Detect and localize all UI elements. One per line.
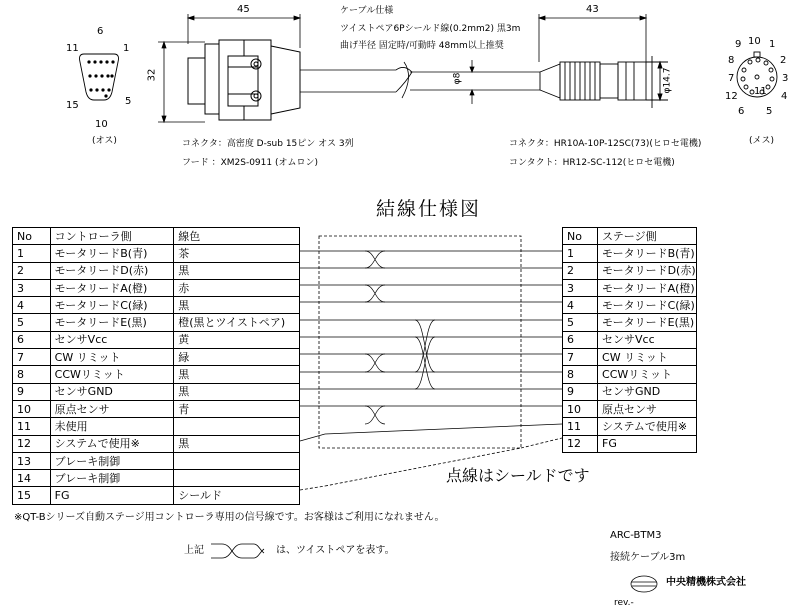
shield-outline: [300, 236, 562, 490]
female-pin-2: 2: [780, 55, 787, 66]
table-header-row: [13, 228, 300, 245]
signal: モータリードD(赤): [598, 262, 697, 279]
signal: モータリードA(橙): [50, 279, 174, 296]
pin-no: 8: [13, 366, 51, 383]
signal: モータリードE(黒): [50, 314, 174, 331]
signal: センサVcc: [598, 331, 697, 348]
pin-no: 9: [563, 383, 598, 400]
left-hood-spec: フード ：XM2S-0911 (オムロン): [182, 158, 318, 168]
dim-phi8-label: φ8: [452, 72, 463, 85]
signal: モータリードB(青): [598, 245, 697, 262]
female-pin-3: 3: [782, 73, 789, 84]
female-pin-6: 6: [738, 106, 745, 117]
signal: モータリードA(橙): [598, 279, 697, 296]
female-pin-11: 11: [754, 86, 767, 97]
signal: FG: [598, 435, 697, 452]
table-row: [563, 331, 697, 348]
pin-no: 8: [563, 366, 598, 383]
signal: 原点センサ: [598, 400, 697, 417]
pin-no: 10: [563, 400, 598, 417]
female-pin-5: 5: [766, 106, 773, 117]
dimension-43: [539, 14, 646, 62]
wire-color: 黒: [174, 262, 300, 279]
pin-no: 3: [563, 279, 598, 296]
signal: 原点センサ: [50, 400, 174, 417]
dsub-connector: [188, 40, 300, 120]
male-pin-11: 11: [66, 43, 79, 54]
male-pin-15: 15: [66, 100, 79, 111]
table-row: [13, 331, 300, 348]
table-row: [563, 262, 697, 279]
pin-no: 9: [13, 383, 51, 400]
pin-no: 7: [13, 349, 51, 366]
table-row: [563, 366, 697, 383]
table-header-row: [563, 228, 697, 245]
pin-no: 6: [563, 331, 598, 348]
pin-no: 5: [13, 314, 51, 331]
signal: モータリードD(赤): [50, 262, 174, 279]
pin-no: 13: [13, 452, 51, 469]
right-connector-spec: コネクタ：HR10A-10P-12SC(73)(ヒロセ電機): [509, 139, 702, 149]
female-pin-7: 7: [728, 73, 735, 84]
stage-side-table: [562, 227, 697, 453]
male-label: (オス): [92, 136, 117, 146]
table-row: [563, 279, 697, 296]
pin-no: 12: [13, 435, 51, 452]
wire-lines: [300, 251, 562, 441]
wire-color: 黒: [174, 366, 300, 383]
table-row: [13, 262, 300, 279]
dim-43-label: 43: [586, 4, 599, 15]
table-row: [13, 245, 300, 262]
pin-no: 10: [13, 400, 51, 417]
table-row: [563, 314, 697, 331]
signal: CW リミット: [598, 349, 697, 366]
signal: CCWリミット: [598, 366, 697, 383]
table-row: [13, 435, 300, 452]
header-wire-color: 線色: [174, 228, 300, 245]
company-logo: [631, 576, 657, 592]
doc-name: 接続ケーブル3m: [610, 552, 686, 563]
company-name: 中央精機株式会社: [666, 577, 746, 588]
table-row: [13, 452, 300, 469]
cable-spec-line1: ツイストペア6Pシールド線(0.2mm2) 黒3m: [340, 24, 521, 34]
table-row: [563, 297, 697, 314]
male-pinout-face: [80, 54, 119, 100]
signal: ブレーキ制御: [50, 452, 174, 469]
wire-color: 黒: [174, 383, 300, 400]
legend-twist-symbol: [211, 544, 264, 558]
dim-32-label: 32: [146, 68, 158, 82]
female-pin-9: 9: [735, 39, 742, 50]
pin-no: 11: [13, 418, 51, 435]
doc-code: ARC-BTM3: [610, 530, 662, 541]
pin-no: 1: [13, 245, 51, 262]
table-row: [13, 349, 300, 366]
signal: センサGND: [50, 383, 174, 400]
cable-spec-line2: 曲げ半径 固定時/可動時 48mm以上推奨: [340, 41, 504, 51]
dimension-32: [158, 42, 205, 122]
female-pin-12: 12: [725, 91, 738, 102]
legend-prefix: 上記: [184, 545, 204, 556]
wiring-title: 結線仕様図: [376, 198, 482, 220]
signal: システムで使用※: [598, 418, 697, 435]
wire-color: 黄: [174, 331, 300, 348]
signal: モータリードC(緑): [50, 297, 174, 314]
male-pin-1: 1: [123, 43, 130, 54]
pin-no: 12: [563, 435, 598, 452]
header-stage: ステージ側: [598, 228, 697, 245]
table-row: [563, 349, 697, 366]
cable-body: [300, 60, 540, 104]
signal: モータリードE(黒): [598, 314, 697, 331]
pin-no: 4: [13, 297, 51, 314]
table-row: [13, 297, 300, 314]
header-no: No: [563, 228, 598, 245]
signal: 未使用: [50, 418, 174, 435]
pin-no: 3: [13, 279, 51, 296]
male-pin-10: 10: [95, 119, 108, 130]
female-pin-8: 8: [728, 55, 735, 66]
signal: ブレーキ制御: [50, 470, 174, 487]
table-row: [13, 383, 300, 400]
signal: モータリードC(緑): [598, 297, 697, 314]
signal: FG: [50, 487, 174, 504]
table-row: [13, 470, 300, 487]
table-row: [563, 418, 697, 435]
pin-no: 7: [563, 349, 598, 366]
wire-color: 緑: [174, 349, 300, 366]
table-row: [563, 435, 697, 452]
pin-no: 2: [563, 262, 598, 279]
wire-color: シールド: [174, 487, 300, 504]
controller-side-table: [12, 227, 300, 505]
revision: rev.-: [614, 598, 634, 608]
pin-no: 11: [563, 418, 598, 435]
table-row: [13, 418, 300, 435]
cable-spec-title: ケーブル仕様: [340, 6, 394, 16]
table-row: [13, 366, 300, 383]
pin-no: 2: [13, 262, 51, 279]
wire-color: 黒: [174, 435, 300, 452]
table-row: [563, 245, 697, 262]
round-connector: [540, 56, 668, 108]
table-row: [563, 400, 697, 417]
male-pin-6: 6: [97, 26, 104, 37]
female-pin-1: 1: [769, 39, 776, 50]
wire-color: [174, 418, 300, 435]
wire-color: 茶: [174, 245, 300, 262]
dim-45-label: 45: [237, 4, 250, 15]
signal: センサGND: [598, 383, 697, 400]
wire-color: 赤: [174, 279, 300, 296]
table-row: [13, 400, 300, 417]
female-pin-4: 4: [781, 91, 788, 102]
shield-note: 点線はシールドです: [446, 466, 590, 485]
pin-no: 1: [563, 245, 598, 262]
wire-color: [174, 452, 300, 469]
signal: CCWリミット: [50, 366, 174, 383]
pin-no: 5: [563, 314, 598, 331]
table-row: [13, 314, 300, 331]
usage-note: ※QT-Bシリーズ自動ステージ用コントローラ専用の信号線です。お客様はご利用になれません。: [14, 512, 445, 523]
wire-color: 青: [174, 400, 300, 417]
pin-no: 15: [13, 487, 51, 504]
table-row: [13, 279, 300, 296]
legend-suffix: は、ツイストペアを表す。: [276, 545, 395, 556]
signal: センサVcc: [50, 331, 174, 348]
table-row: [563, 383, 697, 400]
header-controller: コントローラ側: [50, 228, 174, 245]
right-contact-spec: コンタクト：HR12-SC-112(ヒロセ電機): [509, 158, 675, 168]
signal: CW リミット: [50, 349, 174, 366]
dim-phi147-label: φ14.7: [662, 67, 673, 94]
male-pin-5: 5: [125, 96, 132, 107]
left-connector-spec: コネクタ：高密度 D-sub 15ピン オス 3列: [182, 139, 354, 149]
wire-color: [174, 470, 300, 487]
wire-color: 黒: [174, 297, 300, 314]
female-label: (メス): [749, 136, 775, 146]
header-no: No: [13, 228, 51, 245]
pin-no: 14: [13, 470, 51, 487]
wire-color: 橙(黒とツイストペア): [174, 314, 300, 331]
pin-no: 4: [563, 297, 598, 314]
pin-no: 6: [13, 331, 51, 348]
signal: システムで使用※: [50, 435, 174, 452]
female-pin-10: 10: [748, 36, 761, 47]
signal: モータリードB(青): [50, 245, 174, 262]
table-row: [13, 487, 300, 504]
